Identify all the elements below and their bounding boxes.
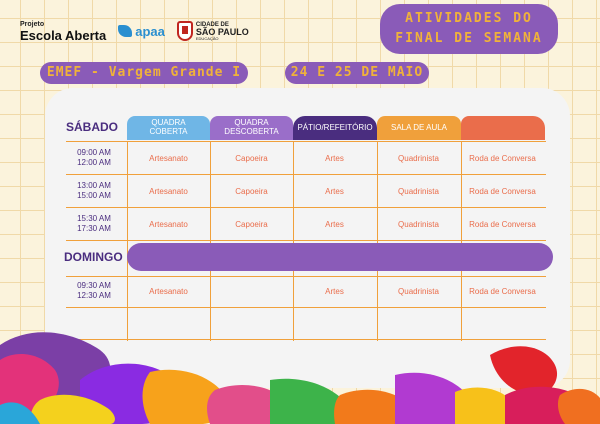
- wave-shape: [505, 387, 600, 424]
- divider: [66, 174, 546, 175]
- column-header-sala-de-aula: SALA DE AULA: [377, 116, 461, 140]
- time-slot: 13:00 AM 15:00 AM: [77, 181, 111, 200]
- activity-cell: Artes: [325, 154, 344, 163]
- activity-cell: Artes: [325, 187, 344, 196]
- divider: [66, 240, 546, 241]
- activity-cell: Roda de Conversa: [469, 220, 536, 229]
- divider: [461, 141, 462, 341]
- column-header-quadra-coberta: QUADRA COBERTA: [127, 116, 210, 140]
- apaa-mark-icon: [118, 25, 132, 37]
- activity-cell: Quadrinista: [398, 287, 439, 296]
- wave-shape: [455, 388, 518, 424]
- sp-logo-line3: EDUCAÇÃO: [195, 35, 219, 41]
- saturday-label: SÁBADO: [66, 120, 119, 134]
- sao-paulo-seal-icon: [177, 21, 193, 41]
- sunday-label: DOMINGO: [64, 250, 123, 264]
- sp-logo-line2: SÃO PAULO: [195, 26, 249, 37]
- event-date: 24 E 25 DE MAIO: [285, 62, 429, 84]
- activity-cell: Roda de Conversa: [469, 187, 536, 196]
- activity-cell: Quadrinista: [398, 220, 439, 229]
- wave-shape: [0, 402, 40, 424]
- escola-logo-small: Projeto: [20, 20, 45, 28]
- activity-cell: Roda de Conversa: [469, 154, 536, 163]
- divider: [127, 141, 128, 341]
- divider: [293, 141, 294, 341]
- divider: [66, 276, 546, 277]
- divider: [66, 339, 546, 340]
- apaa-logo-text: apaa: [135, 23, 165, 39]
- divider: [66, 207, 546, 208]
- activity-cell: Artesanato: [149, 187, 188, 196]
- activity-cell: Capoeira: [235, 154, 268, 163]
- time-slot: 09:30 AM 12:30 AM: [77, 281, 111, 300]
- activity-cell: Quadrinista: [398, 187, 439, 196]
- escola-aberta-logo: [20, 21, 106, 42]
- divider: [66, 307, 546, 308]
- logo-bar: [20, 16, 249, 46]
- school-name: EMEF - Vargem Grande I: [40, 62, 248, 84]
- title-line1: ATIVIDADES DO: [405, 11, 533, 26]
- activity-cell: Artes: [325, 220, 344, 229]
- page-title: [380, 4, 558, 54]
- activity-cell: Roda de Conversa: [469, 287, 536, 296]
- column-header-quadra-descoberta: QUADRA DESCOBERTA: [210, 116, 293, 140]
- divider: [210, 141, 211, 341]
- escola-logo-big: Escola Aberta: [20, 27, 107, 43]
- column-header-patio-refeitorio: PÁTIO/REFEITÓRIO: [293, 116, 377, 140]
- wave-shape: [207, 385, 295, 424]
- activity-cell: Quadrinista: [398, 154, 439, 163]
- activity-cell: Artesanato: [149, 220, 188, 229]
- divider: [377, 141, 378, 341]
- activity-cell: Capoeira: [235, 220, 268, 229]
- sao-paulo-logo: [177, 21, 249, 41]
- apaa-logo: [118, 24, 165, 39]
- sp-logo-line1: CIDADE DE: [195, 21, 229, 28]
- activity-cell: Artes: [325, 287, 344, 296]
- divider: [66, 141, 546, 142]
- wave-shape: [334, 390, 415, 424]
- activity-cell: Artesanato: [149, 287, 188, 296]
- activity-cell: Artesanato: [149, 154, 188, 163]
- title-line2: FINAL DE SEMANA: [395, 31, 543, 46]
- column-header-extra: [461, 116, 545, 140]
- wave-shape: [558, 389, 600, 424]
- time-slot: 09:00 AM 12:00 AM: [77, 148, 111, 167]
- activity-cell: Capoeira: [235, 187, 268, 196]
- wave-shape: [30, 395, 115, 424]
- sunday-header-bar: [127, 243, 553, 271]
- time-slot: 15:30 AM 17:30 AM: [77, 214, 111, 233]
